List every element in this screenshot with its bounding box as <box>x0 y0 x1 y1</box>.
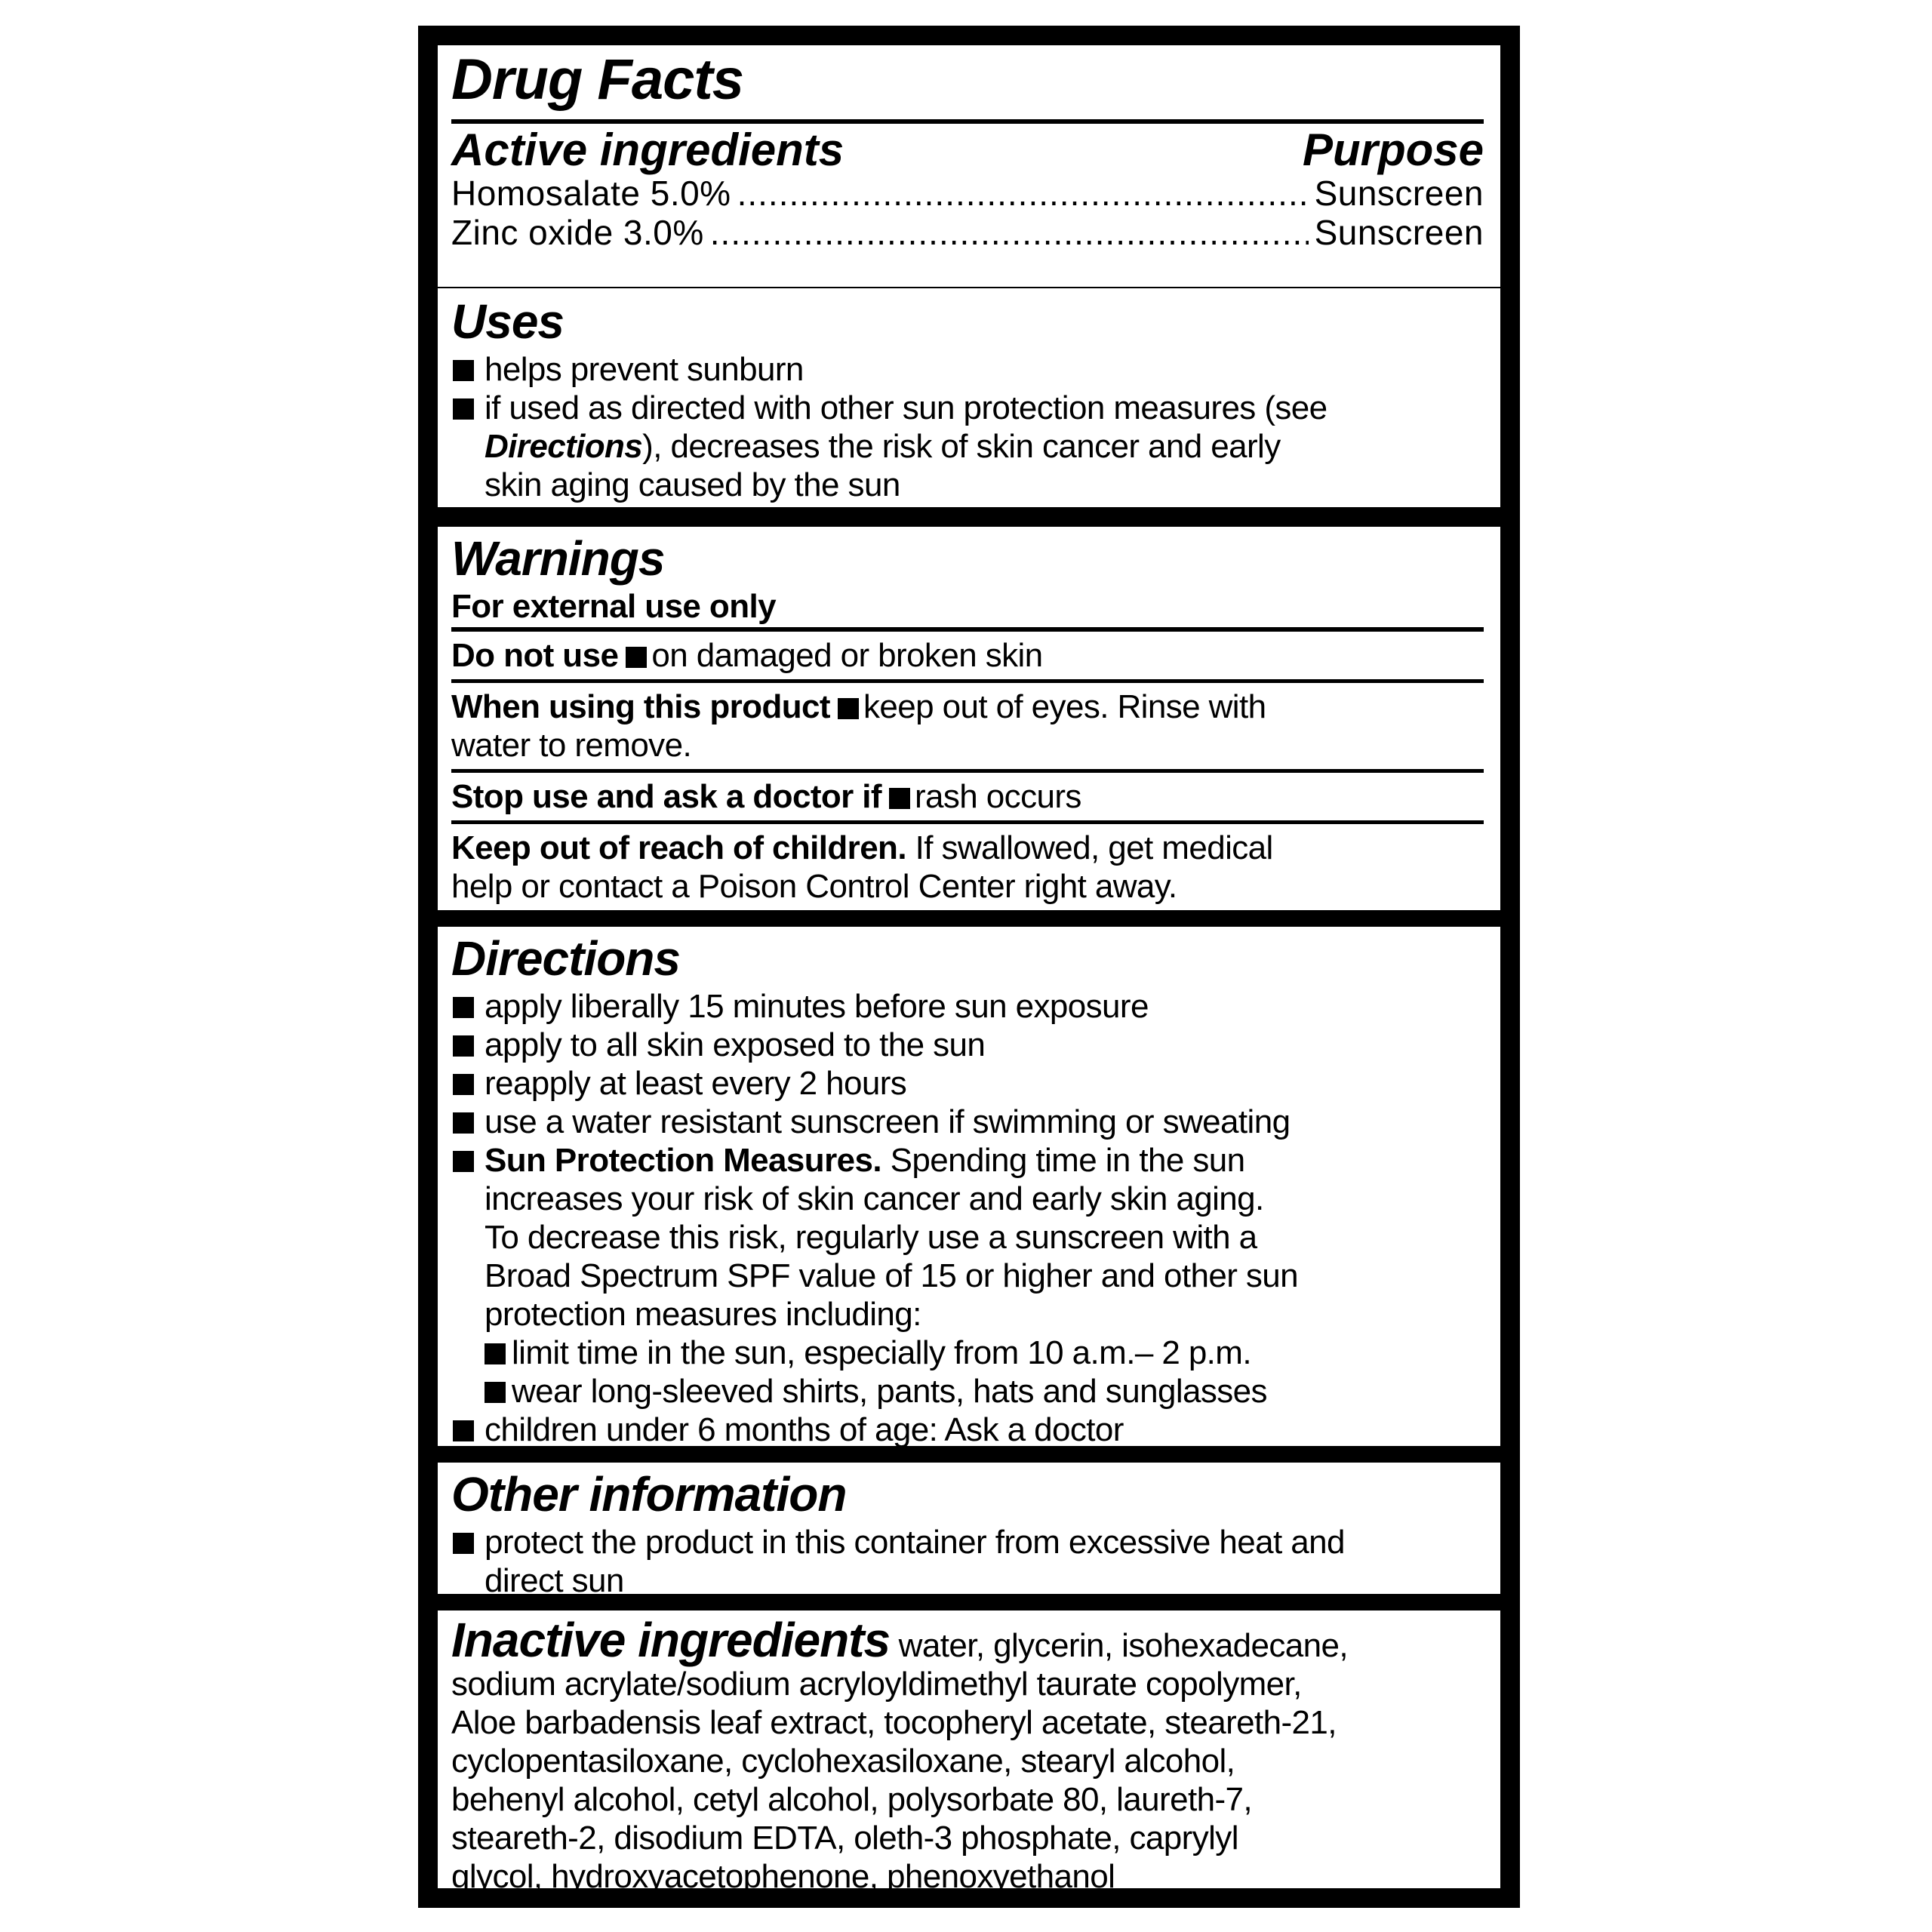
list-item: apply liberally 15 minutes before sun exposure <box>451 987 1484 1026</box>
list-item: use a water resistant sunscreen if swimming or sweating <box>451 1103 1484 1141</box>
ingredient-line: steareth-2, disodium EDTA, oleth-3 phosphate, caprylyl <box>451 1820 1238 1857</box>
ingredient-line: behenyl alcohol, cetyl alcohol, polysorbate 80, laureth-7, <box>451 1781 1252 1818</box>
list-item-continuation: protection measures including: <box>485 1296 921 1333</box>
ingredient-row <box>451 174 1484 213</box>
directions-reference: Directions <box>485 428 643 465</box>
ingredient-purpose: Sunscreen <box>1314 213 1484 252</box>
warnings-heading: Warnings <box>451 531 665 586</box>
list-item: Sun Protection Measures. Spending time in the sun <box>451 1141 1484 1180</box>
list-item-continuation: increases your risk of skin cancer and early skin aging. <box>485 1180 1264 1217</box>
list-item-continuation: To decrease this risk, regularly use a sunscreen with a <box>485 1219 1257 1256</box>
drug-facts-panel <box>418 26 1520 1908</box>
bullet-square-icon <box>889 788 910 809</box>
inactive-ingredients-heading: Inactive ingredients <box>451 1613 891 1667</box>
bullet-square-icon <box>453 1035 474 1057</box>
bullet-square-icon <box>453 1151 474 1172</box>
ingredient-name: Zinc oxide 3.0% <box>451 213 704 252</box>
list-item-continuation: Broad Spectrum SPF value of 15 or higher and other sun <box>485 1257 1299 1294</box>
leader-dots <box>710 213 1309 252</box>
ingredient-line: cyclopentasiloxane, cyclohexasiloxane, stearyl alcohol, <box>451 1743 1235 1780</box>
bullet-square-icon <box>453 1074 474 1095</box>
bullet-square-icon <box>485 1343 506 1364</box>
purpose-heading: Purpose <box>1302 125 1484 175</box>
do-not-use-row: Do not use on damaged or broken skin <box>451 637 1043 674</box>
ingredient-line: Aloe barbadensis leaf extract, tocopheryl acetate, steareth-21, <box>451 1704 1337 1741</box>
ingredient-line: sodium acrylate/sodium acryloyldimethyl taurate copolymer, <box>451 1666 1302 1703</box>
bullet-square-icon <box>453 997 474 1018</box>
other-information-section <box>438 1463 1500 1599</box>
bullet-square-icon <box>453 398 474 420</box>
stop-use-row: Stop use and ask a doctor if rash occurs <box>451 778 1081 815</box>
ingredient-row <box>451 213 1484 252</box>
ingredient-name: Homosalate 5.0% <box>451 174 731 213</box>
bullet-square-icon <box>485 1382 506 1403</box>
bullet-square-icon <box>838 698 859 719</box>
bullet-square-icon <box>453 1533 474 1554</box>
list-item: reapply at least every 2 hours <box>451 1064 1484 1103</box>
other-information-heading: Other information <box>451 1467 847 1521</box>
active-ingredients-heading: Active ingredients <box>451 125 844 175</box>
ingredient-purpose: Sunscreen <box>1314 174 1484 213</box>
list-item: helps prevent sunburn <box>451 350 1484 389</box>
directions-heading: Directions <box>451 931 680 986</box>
directions-section <box>438 927 1500 1446</box>
bullet-square-icon <box>453 1112 474 1134</box>
external-use-note: For external use only <box>451 588 776 625</box>
active-ingredients-section <box>438 45 1500 287</box>
sub-list-item: limit time in the sun, especially from 10 a.m.– 2 p.m. <box>485 1334 1484 1372</box>
list-item: if used as directed with other sun protection measures (see <box>451 389 1484 427</box>
list-item-continuation: Directions), decreases the risk of skin cancer and early <box>485 428 1281 465</box>
list-item: protect the product in this container from excessive heat and <box>451 1523 1484 1561</box>
active-ingredients-header <box>451 127 1484 174</box>
bullet-square-icon <box>453 360 474 381</box>
list-item-continuation: skin aging caused by the sun <box>485 466 900 503</box>
bullet-square-icon <box>453 1420 474 1441</box>
warnings-section <box>438 527 1500 910</box>
title-divider <box>451 119 1484 124</box>
uses-heading: Uses <box>451 294 564 349</box>
inactive-ingredients-paragraph: Inactive ingredients water, glycerin, isohexadecane, <box>451 1613 1349 1667</box>
when-using-row: When using this product keep out of eyes. Rinse with water to remove. <box>451 688 1266 764</box>
bullet-square-icon <box>626 647 647 668</box>
page-title: Drug Facts <box>451 48 743 112</box>
ingredient-line: glycol, hydroxyacetophenone, phenoxyethanol <box>451 1858 1115 1895</box>
list-item-continuation: direct sun <box>485 1562 624 1599</box>
sub-list-item: wear long-sleeved shirts, pants, hats and sunglasses <box>485 1372 1484 1411</box>
keep-out-of-reach-row: Keep out of reach of children. If swallowed, get medical help or contact a Poison Control Center right away. <box>451 829 1273 905</box>
uses-section <box>438 288 1500 507</box>
list-item: children under 6 months of age: Ask a doctor <box>451 1411 1484 1449</box>
inactive-ingredients-section <box>438 1611 1500 1895</box>
leader-dots <box>737 174 1309 213</box>
list-item: apply to all skin exposed to the sun <box>451 1026 1484 1064</box>
